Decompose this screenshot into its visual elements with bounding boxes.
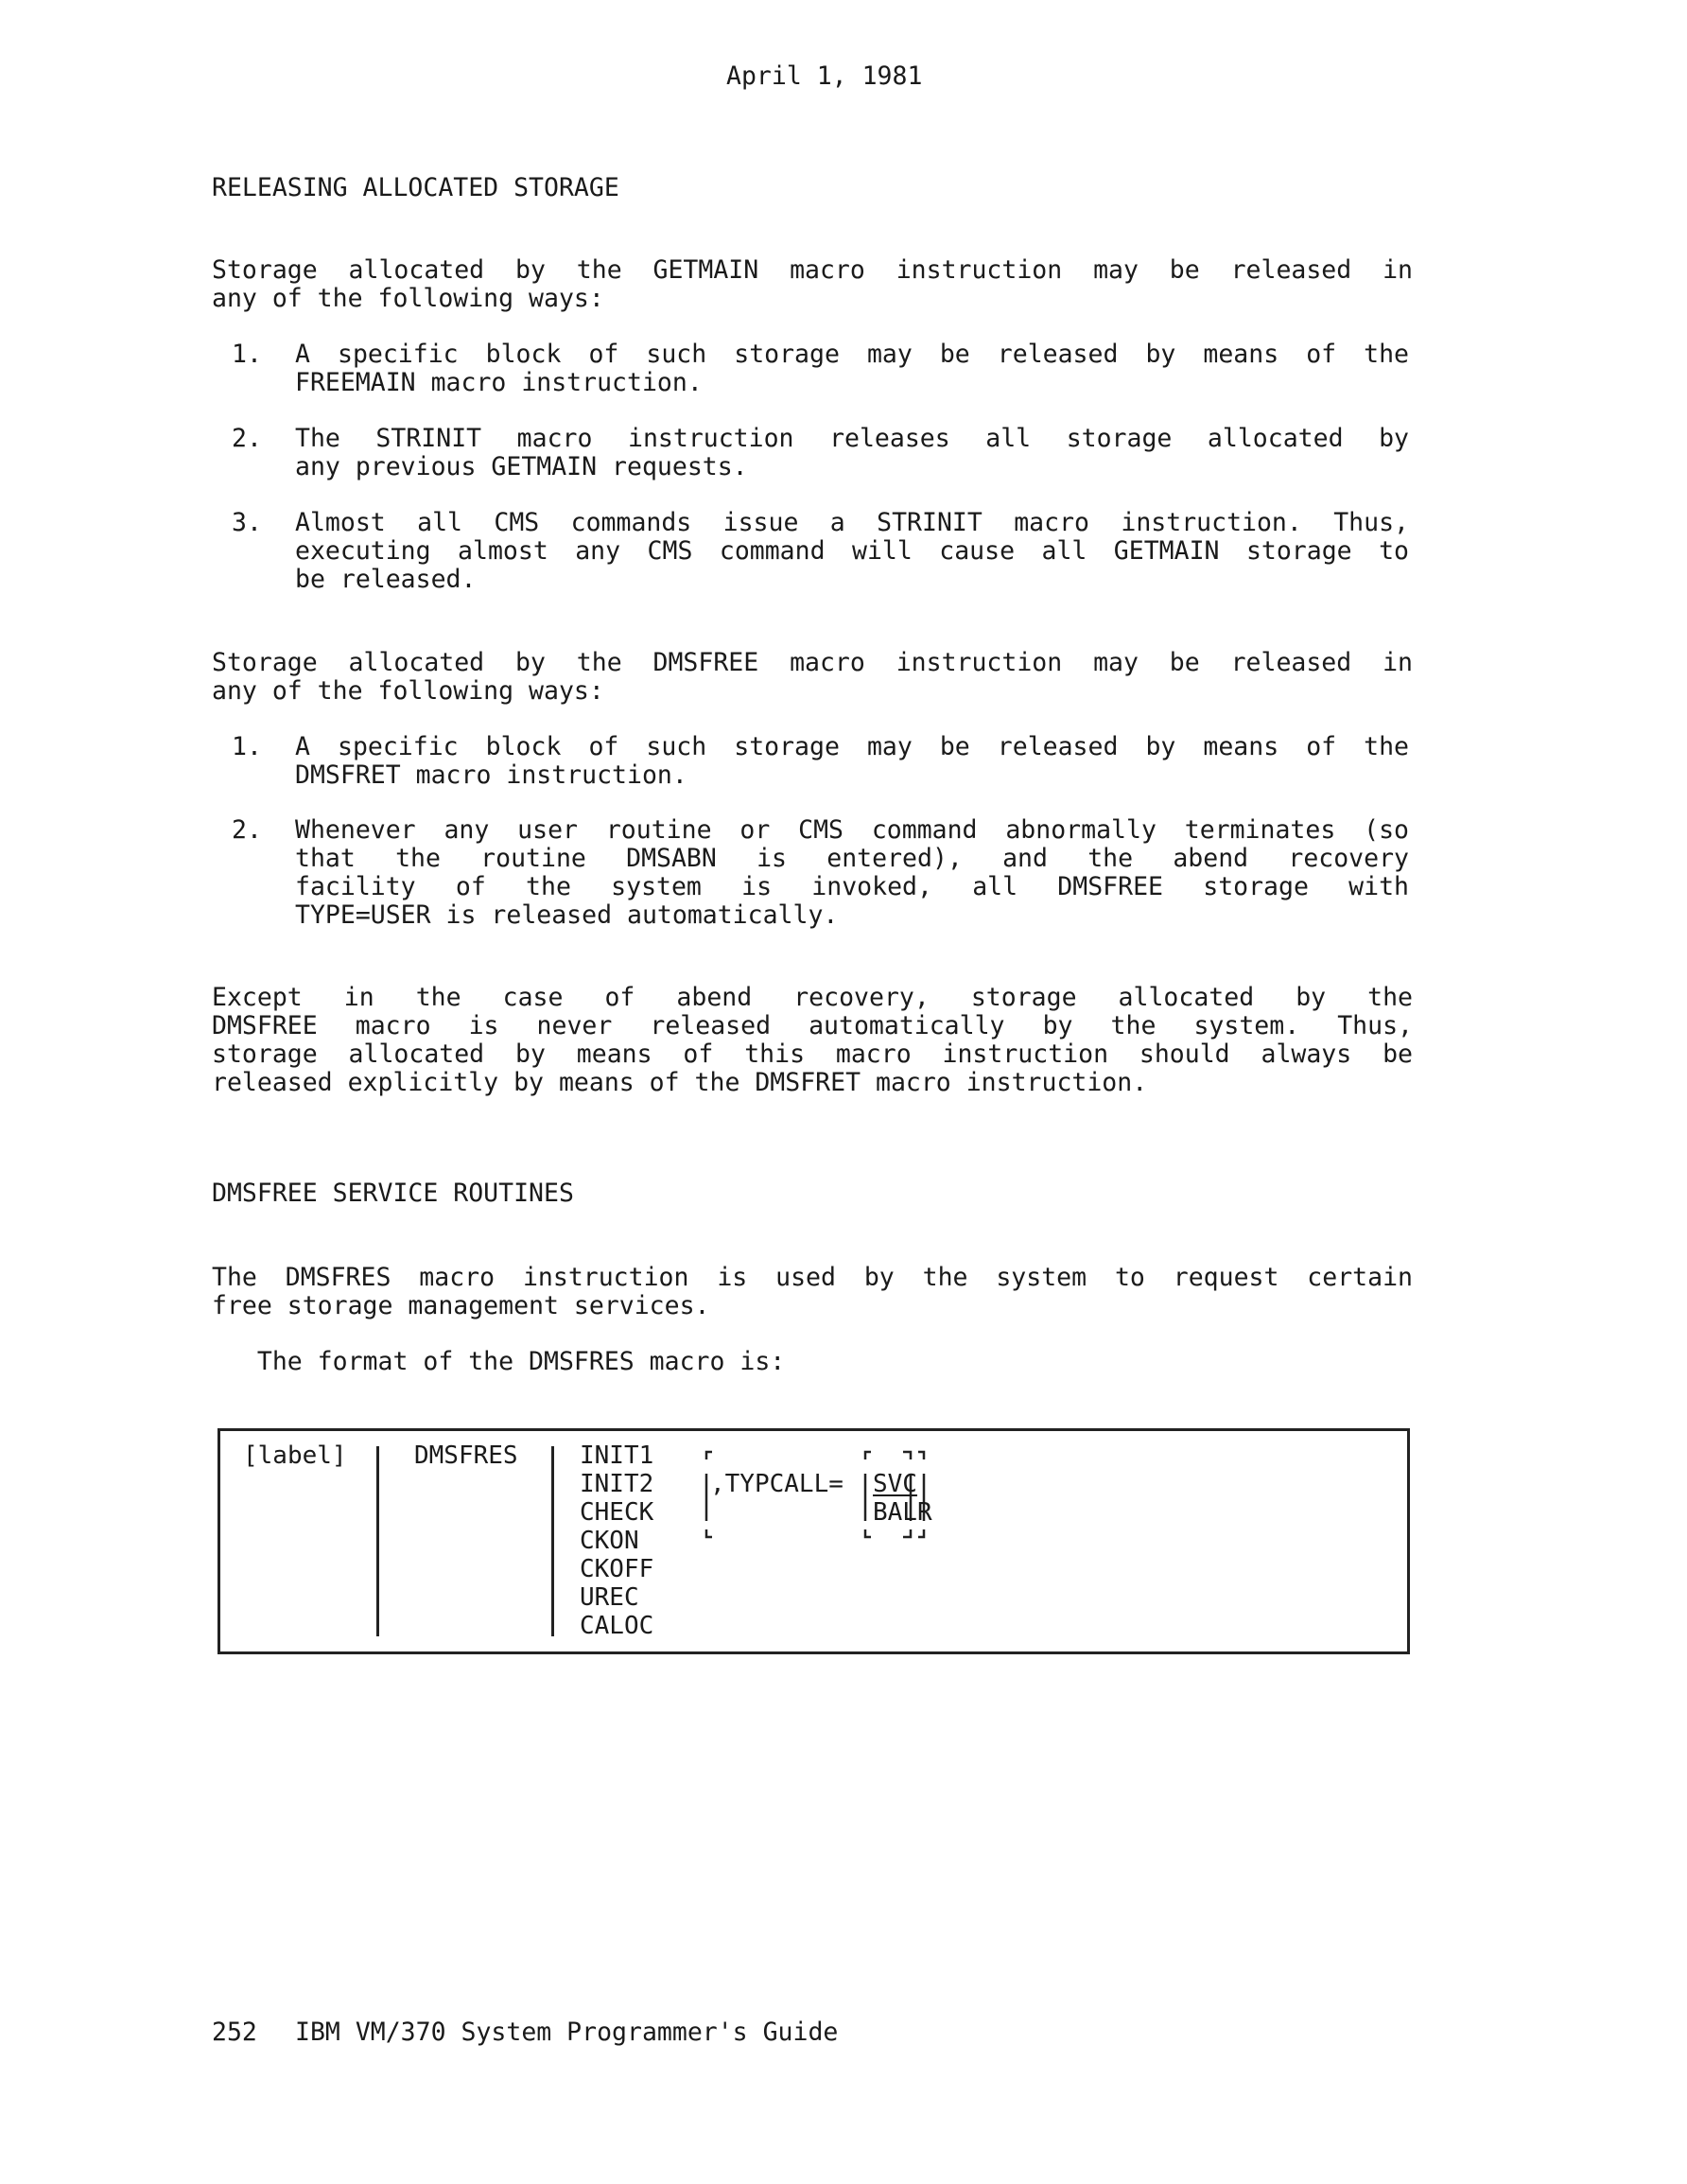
list-item-line: facility of the system is invoked, all DMSFREE storage with bbox=[295, 872, 1409, 901]
format-macro-name: DMSFRES bbox=[414, 1441, 518, 1470]
list-item-line: DMSFRET macro instruction. bbox=[295, 760, 687, 790]
paragraph-line: The DMSFRES macro instruction is used by the system to request certain bbox=[212, 1263, 1413, 1292]
typcall-keyword: ,TYPCALL= bbox=[710, 1470, 844, 1498]
section-heading-releasing: RELEASING ALLOCATED STORAGE bbox=[212, 173, 619, 202]
paragraph-line: DMSFREE macro is never released automatically by the system. Thus, bbox=[212, 1011, 1413, 1040]
typcall-option-balr: BALR bbox=[873, 1498, 932, 1527]
list-item-line: any previous GETMAIN requests. bbox=[295, 452, 748, 481]
paragraph-line: free storage management services. bbox=[212, 1291, 710, 1320]
format-option: INIT1 bbox=[580, 1441, 654, 1470]
paragraph-line: Except in the case of abend recovery, storage allocated by the bbox=[212, 983, 1413, 1012]
list-item-line: executing almost any CMS command will cause all GETMAIN storage to bbox=[295, 536, 1409, 566]
format-intro: The format of the DMSFRES macro is: bbox=[212, 1347, 786, 1376]
list-item-line: TYPE=USER is released automatically. bbox=[295, 900, 839, 930]
paragraph-line: storage allocated by means of this macro instruction should always be bbox=[212, 1040, 1413, 1069]
intro-paragraph-line: any of the following ways: bbox=[212, 676, 604, 706]
format-option: CALOC bbox=[580, 1612, 654, 1640]
list-item-line: FREEMAIN macro instruction. bbox=[295, 368, 703, 397]
list-item-line: Almost all CMS commands issue a STRINIT macro instruction. Thus, bbox=[295, 508, 1409, 537]
list-item-number: 1. bbox=[232, 732, 262, 761]
format-option: CHECK bbox=[580, 1498, 654, 1527]
list-item-number: 1. bbox=[232, 340, 262, 369]
list-item-line: A specific block of such storage may be released by means of the bbox=[295, 340, 1409, 369]
paragraph-line: released explicitly by means of the DMSFRET macro instruction. bbox=[212, 1068, 1148, 1097]
page-date: April 1, 1981 bbox=[726, 61, 923, 91]
format-option: INIT2 bbox=[580, 1470, 654, 1498]
intro-paragraph-line: any of the following ways: bbox=[212, 284, 604, 313]
list-item-line: that the routine DMSABN is entered), and the abend recovery bbox=[295, 844, 1409, 873]
list-item-number: 2. bbox=[232, 424, 262, 453]
intro-paragraph-line: Storage allocated by the GETMAIN macro instruction may be released in bbox=[212, 255, 1413, 285]
macro-format-box bbox=[217, 1428, 1410, 1654]
format-option: CKOFF bbox=[580, 1555, 654, 1583]
section-heading-service-routines: DMSFREE SERVICE ROUTINES bbox=[212, 1179, 574, 1208]
footer-page-number: 252 bbox=[212, 2018, 257, 2047]
list-item-line: be released. bbox=[295, 565, 477, 594]
format-label: [label] bbox=[243, 1441, 347, 1470]
list-item-line: The STRINIT macro instruction releases all storage allocated by bbox=[295, 424, 1409, 453]
format-option: UREC bbox=[580, 1583, 639, 1612]
intro-paragraph-line: Storage allocated by the DMSFREE macro instruction may be released in bbox=[212, 648, 1413, 677]
list-item-number: 2. bbox=[232, 815, 262, 845]
list-item-number: 3. bbox=[232, 508, 262, 537]
list-item-line: A specific block of such storage may be released by means of the bbox=[295, 732, 1409, 761]
typcall-default-svc: SVC bbox=[873, 1470, 917, 1498]
list-item-line: Whenever any user routine or CMS command abnormally terminates (so bbox=[295, 815, 1409, 845]
footer-title: IBM VM/370 System Programmer's Guide bbox=[295, 2018, 839, 2047]
format-option: CKON bbox=[580, 1527, 639, 1555]
typcall-bracket-lines bbox=[220, 1431, 1407, 1651]
